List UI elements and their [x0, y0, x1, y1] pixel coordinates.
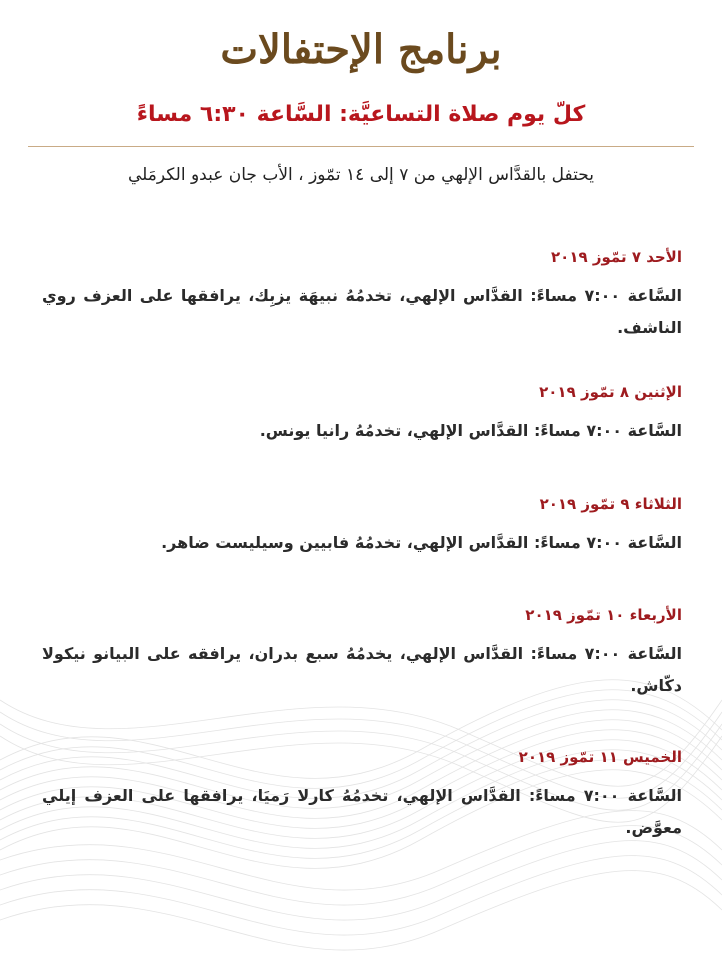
day-entry-tuesday [42, 495, 682, 559]
day-body: السَّاعة ٧:٠٠ مساءً: القدَّاس الإلهي، تخدمُهُ كارلا رَميَا، يرافقها على العزف إيلي معوَّض. [42, 786, 683, 837]
day-heading: الإثنين ٨ تمّوز ٢٠١٩ [539, 383, 682, 401]
day-heading: الأربعاء ١٠ تمّوز ٢٠١٩ [525, 606, 682, 624]
title-divider [28, 146, 694, 147]
day-entry-thursday [42, 748, 682, 844]
day-entry-sunday [42, 248, 682, 344]
day-entry-monday [42, 383, 682, 447]
day-heading: الأحد ٧ تمّوز ٢٠١٩ [551, 248, 682, 266]
day-body: السَّاعة ٧:٠٠ مساءً: القدَّاس الإلهي، تخدمُهُ فابيين وسيليست ضاهر. [161, 533, 682, 552]
day-entry-wednesday [42, 606, 682, 702]
day-body: السَّاعة ٧:٠٠ مساءً: القدَّاس الإلهي، تخدمُهُ نبيهَة يزبِك، يرافقها على العزف روي الناشف. [42, 286, 683, 337]
page-subtitle: كلّ يوم صلاة التساعيَّة: السَّاعة ٦:٣٠ مساءً [136, 102, 586, 127]
intro-text: يحتفل بالقدَّاس الإلهي من ٧ إلى ١٤ تمّوز ، الأب جان عبدو الكرمَلي [127, 165, 594, 185]
day-heading: الخميس ١١ تمّوز ٢٠١٩ [518, 748, 682, 766]
day-body: السَّاعة ٧:٠٠ مساءً: القدَّاس الإلهي، يخدمُهُ سبع بدران، يرافقه على البيانو نيكولا دكّاش. [42, 644, 683, 695]
day-heading: الثلاثاء ٩ تمّوز ٢٠١٩ [539, 495, 682, 513]
day-body: السَّاعة ٧:٠٠ مساءً: القدَّاس الإلهي، تخدمُهُ رانيا يونس. [259, 421, 682, 440]
page-title: برنامج الإحتفالات [220, 26, 502, 73]
